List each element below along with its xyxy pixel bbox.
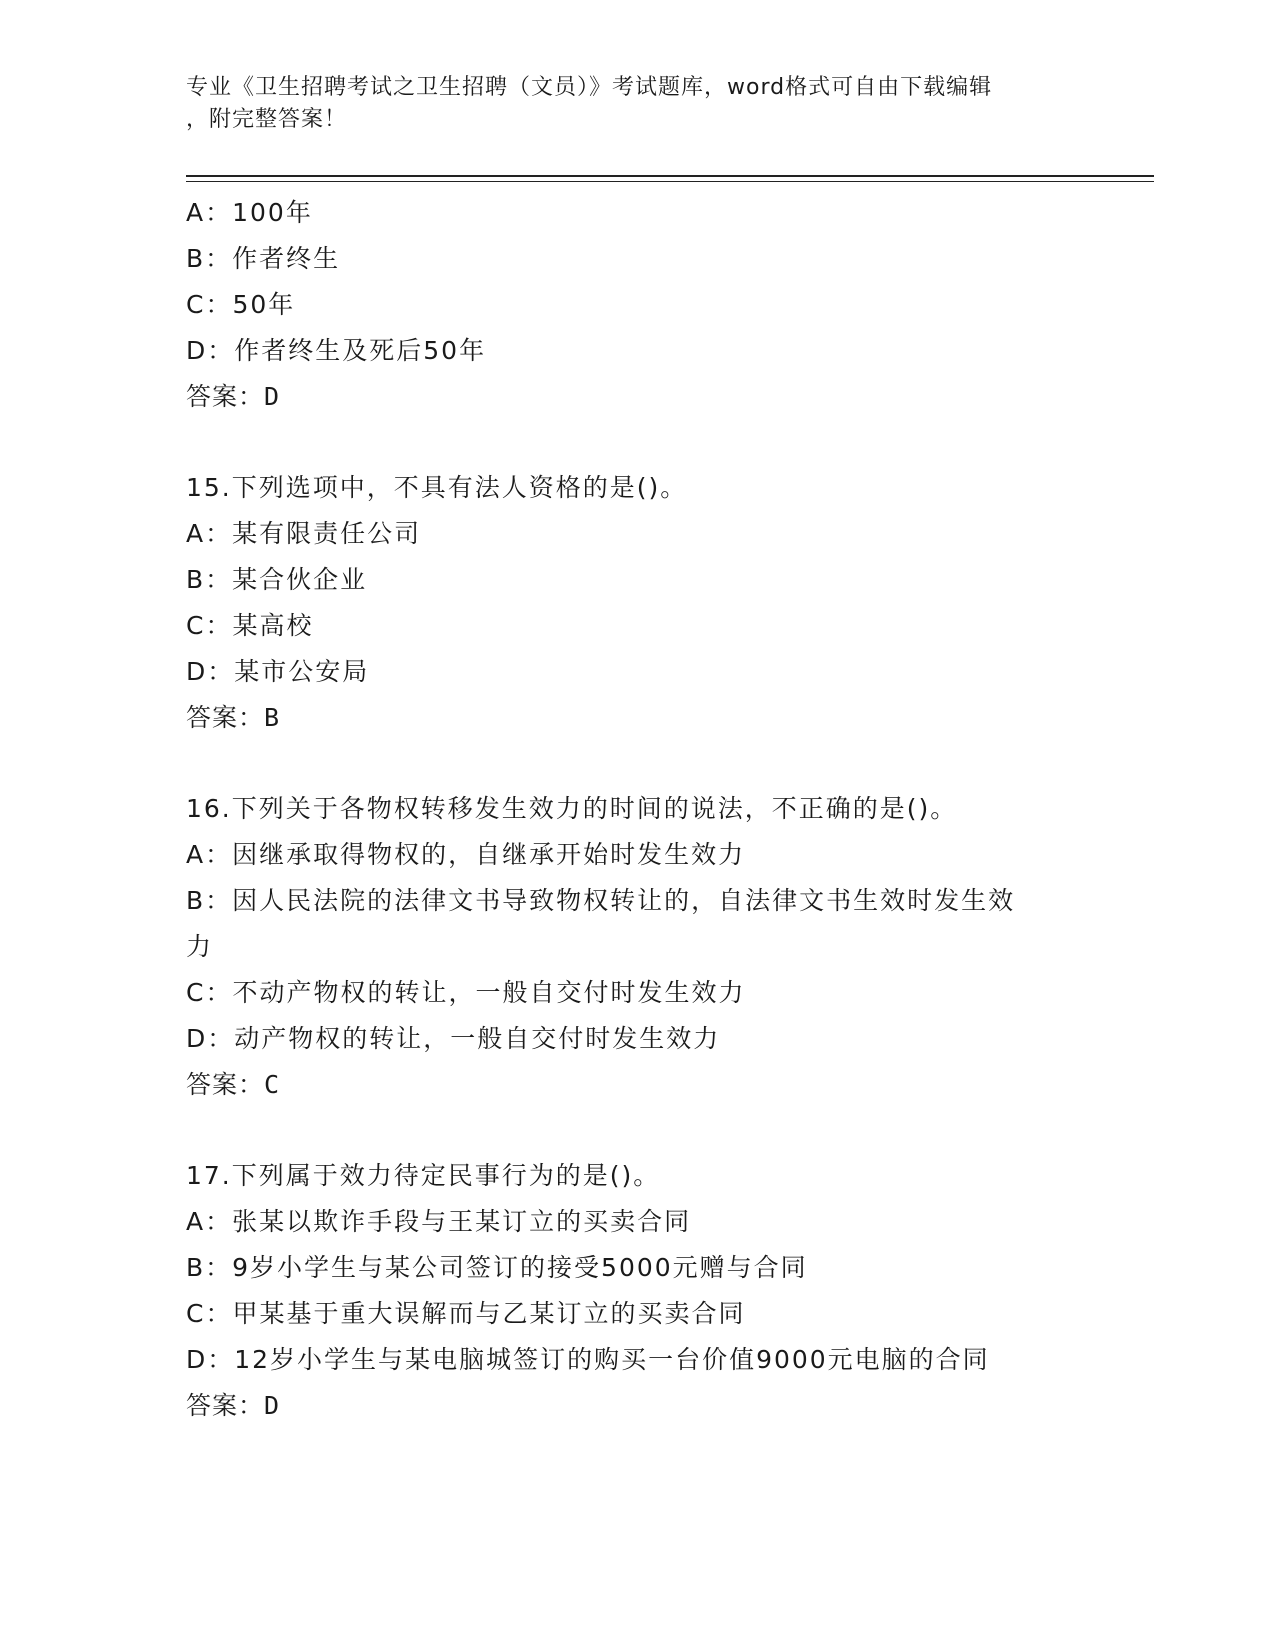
option-c: C：50年 [186,290,296,319]
spacer [186,420,1086,465]
option-a: A：因继承取得物权的，自继承开始时发生效力 [186,840,746,869]
option-b: B：9岁小学生与某公司签订的接受5000元赠与合同 [186,1253,808,1282]
answer-line: 答案：D [186,1391,281,1420]
answer-line: 答案：B [186,703,281,732]
option-a: A：张某以欺诈手段与王某订立的买卖合同 [186,1207,692,1236]
header-rule-thin [186,181,1154,182]
question-block-14 [186,190,1086,420]
option-b: B：因人民法院的法律文书导致物权转让的，自法律文书生效时发生效 [186,886,1016,915]
question-text: 16.下列关于各物权转移发生效力的时间的说法，不正确的是()。 [186,794,958,823]
option-b-continued: 力 [186,932,214,961]
question-text: 15.下列选项中，不具有法人资格的是()。 [186,473,688,502]
answer-line: 答案：C [186,1070,281,1099]
option-c: C：不动产物权的转让，一般自交付时发生效力 [186,978,746,1007]
question-block-17 [186,1153,1086,1429]
header-line-1: 专业《卫生招聘考试之卫生招聘（文员）》考试题库，word格式可自由下载编辑 [186,75,993,100]
document-header [186,72,1066,136]
option-c: C：某高校 [186,611,314,640]
option-d: D：动产物权的转让，一般自交付时发生效力 [186,1024,721,1053]
option-b: B：作者终生 [186,244,341,273]
option-d: D：12岁小学生与某电脑城签订的购买一台价值9000元电脑的合同 [186,1345,990,1374]
spacer [186,741,1086,786]
header-line-2: ，附完整答案！ [186,107,348,132]
option-d: D：作者终生及死后50年 [186,336,487,365]
option-c: C：甲某基于重大误解而与乙某订立的买卖合同 [186,1299,746,1328]
question-list [186,190,1086,1429]
option-b: B：某合伙企业 [186,565,368,594]
header-rule-thick [186,175,1154,177]
answer-line: 答案：D [186,382,281,411]
question-block-16 [186,786,1086,1108]
spacer [186,1108,1086,1153]
question-text: 17.下列属于效力待定民事行为的是()。 [186,1161,661,1190]
option-a: A：某有限责任公司 [186,519,422,548]
option-d: D：某市公安局 [186,657,370,686]
question-block-15 [186,465,1086,741]
option-a: A：100年 [186,198,313,227]
